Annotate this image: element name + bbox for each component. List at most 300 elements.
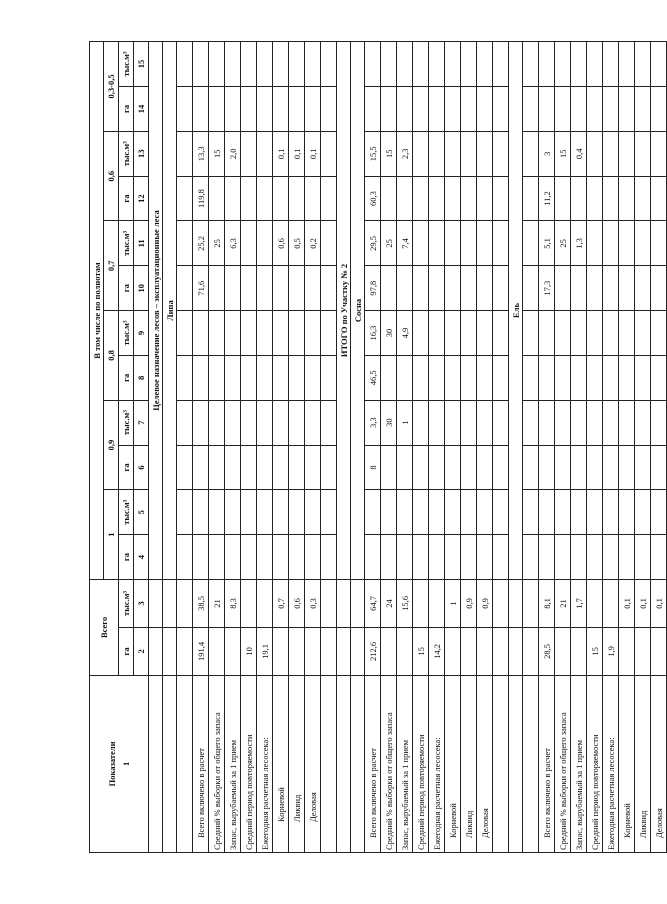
- spacer-row-1: [177, 42, 193, 853]
- table-cell: [429, 355, 445, 400]
- table-cell: [257, 400, 273, 445]
- table-cell: 0,1: [305, 131, 321, 176]
- table-cell: [289, 535, 305, 580]
- empty-cell: [523, 311, 539, 356]
- table-cell: [241, 535, 257, 580]
- empty-cell: [493, 266, 509, 311]
- spacer-row-2: [321, 42, 337, 853]
- table-row-pine-root: [445, 42, 461, 853]
- table-cell: [257, 490, 273, 535]
- table-cell: [651, 221, 667, 266]
- table-cell: [651, 131, 667, 176]
- row-label: Средний % выборки от общего запаса: [381, 675, 397, 852]
- empty-cell: [177, 627, 193, 675]
- table-cell: [571, 400, 587, 445]
- table-cell: [305, 266, 321, 311]
- table-cell: [587, 355, 603, 400]
- empty-cell: [321, 355, 337, 400]
- table-cell: [477, 221, 493, 266]
- table-cell: [289, 42, 305, 87]
- table-cell: [257, 311, 273, 356]
- empty-cell: [321, 221, 337, 266]
- table-cell: 0,7: [273, 579, 289, 627]
- table-cell: [571, 311, 587, 356]
- table-cell: [635, 87, 651, 132]
- table-cell: 0,2: [305, 221, 321, 266]
- empty-cell: [493, 131, 509, 176]
- empty-cell: [523, 42, 539, 87]
- table-cell: [587, 42, 603, 87]
- table-cell: 30: [381, 400, 397, 445]
- table-cell: [445, 87, 461, 132]
- row-label: Ликвид: [635, 675, 651, 852]
- header-col-number: 1: [121, 761, 131, 767]
- table-cell: [209, 176, 225, 221]
- section-total-plot2-label: ИТОГО по Участку № 2: [337, 42, 351, 580]
- table-cell: [571, 176, 587, 221]
- table-cell: [397, 87, 413, 132]
- table-cell: [305, 400, 321, 445]
- table-cell: [555, 311, 571, 356]
- row-label: Корневой: [445, 675, 461, 852]
- table-cell: [539, 445, 555, 490]
- table-cell: [587, 579, 603, 627]
- table-cell: [461, 131, 477, 176]
- table-cell: [603, 579, 619, 627]
- table-row-spruce-avg-pct: [555, 42, 571, 853]
- table-cell: [397, 42, 413, 87]
- table-cell: [429, 400, 445, 445]
- table-cell: [635, 42, 651, 87]
- table-cell: [225, 535, 241, 580]
- empty-cell: [493, 311, 509, 356]
- table-cell: [397, 355, 413, 400]
- table-cell: [603, 311, 619, 356]
- table-cell: [445, 355, 461, 400]
- table-cell: [225, 266, 241, 311]
- table-cell: [365, 490, 381, 535]
- table-cell: 7,4: [397, 221, 413, 266]
- empty-cell: [321, 266, 337, 311]
- row-label: Средний период повторяемости: [587, 675, 603, 852]
- table-cell: 0,6: [289, 579, 305, 627]
- empty-cell: [321, 535, 337, 580]
- table-cell: [429, 579, 445, 627]
- table-cell: [619, 535, 635, 580]
- empty-cell: [149, 579, 163, 627]
- table-cell: [225, 311, 241, 356]
- table-cell: [413, 42, 429, 87]
- table-cell: [461, 445, 477, 490]
- table-cell: [241, 221, 257, 266]
- table-cell: [539, 400, 555, 445]
- empty-cell: [523, 579, 539, 627]
- header-col-number: 5: [134, 490, 149, 535]
- table-cell: [305, 535, 321, 580]
- table-cell: [413, 400, 429, 445]
- empty-cell: [321, 400, 337, 445]
- table-cell: [305, 490, 321, 535]
- table-cell: 0,5: [289, 221, 305, 266]
- table-cell: 0,1: [289, 131, 305, 176]
- table-row-pine-liquid: [461, 42, 477, 853]
- table-cell: [461, 221, 477, 266]
- table-cell: [445, 400, 461, 445]
- table-cell: [413, 266, 429, 311]
- header-unit-volume: тыс.м³: [119, 221, 134, 266]
- table-row-linden-root: [273, 42, 289, 853]
- table-cell: [397, 176, 413, 221]
- header-density-09: 0,9: [104, 400, 119, 490]
- empty-cell: [493, 176, 509, 221]
- header-unit-volume: тыс.м³: [119, 490, 134, 535]
- table-row-pine-stock-cut: [397, 42, 413, 853]
- empty-cell: [523, 221, 539, 266]
- table-cell: [429, 221, 445, 266]
- table-cell: [305, 42, 321, 87]
- table-cell: [273, 445, 289, 490]
- empty-cell: [337, 675, 351, 852]
- table-cell: [209, 311, 225, 356]
- table-cell: [289, 627, 305, 675]
- table-cell: [477, 355, 493, 400]
- row-label: Всего включено в расчет: [539, 675, 555, 852]
- table-cell: [273, 627, 289, 675]
- empty-cell: [149, 627, 163, 675]
- header-unit-ha: га: [119, 266, 134, 311]
- table-cell: [603, 42, 619, 87]
- table-cell: [413, 311, 429, 356]
- table-cell: [289, 445, 305, 490]
- table-cell: [461, 490, 477, 535]
- table-cell: [477, 400, 493, 445]
- empty-cell: [337, 627, 351, 675]
- table-cell: [397, 490, 413, 535]
- header-density-08: 0,8: [104, 311, 119, 401]
- header-unit-volume: тыс.м³: [119, 400, 134, 445]
- header-row-1: [90, 42, 104, 853]
- table-cell: [619, 176, 635, 221]
- table-cell: 17,3: [539, 266, 555, 311]
- row-label: Средний период повторяемости: [413, 675, 429, 852]
- table-cell: 15: [413, 627, 429, 675]
- empty-cell: [523, 266, 539, 311]
- table-cell: [241, 490, 257, 535]
- empty-cell: [523, 445, 539, 490]
- table-cell: [445, 445, 461, 490]
- empty-cell: [321, 87, 337, 132]
- table-cell: [305, 627, 321, 675]
- empty-cell: [509, 627, 523, 675]
- table-cell: [635, 400, 651, 445]
- table-cell: [571, 490, 587, 535]
- table-cell: 28,5: [539, 627, 555, 675]
- table-cell: [365, 42, 381, 87]
- table-cell: [603, 131, 619, 176]
- table-cell: [305, 176, 321, 221]
- table-cell: 0,9: [477, 579, 493, 627]
- table-cell: [555, 176, 571, 221]
- table-cell: [305, 355, 321, 400]
- header-col-number: 7: [134, 400, 149, 445]
- table-cell: 8: [365, 445, 381, 490]
- table-cell: [651, 355, 667, 400]
- table-cell: [381, 42, 397, 87]
- table-cell: 3: [539, 131, 555, 176]
- table-cell: [225, 490, 241, 535]
- table-cell: [193, 490, 209, 535]
- table-cell: 15,5: [365, 131, 381, 176]
- table-cell: [241, 131, 257, 176]
- table-cell: 4,9: [397, 311, 413, 356]
- empty-cell: [523, 355, 539, 400]
- header-unit-ha: га: [119, 87, 134, 132]
- table-cell: 13,3: [193, 131, 209, 176]
- empty-cell: [177, 400, 193, 445]
- table-cell: [477, 311, 493, 356]
- table-cell: [445, 176, 461, 221]
- table-cell: [539, 311, 555, 356]
- table-cell: [651, 42, 667, 87]
- table-cell: [257, 579, 273, 627]
- row-label: Деловая: [651, 675, 667, 852]
- table-cell: [397, 627, 413, 675]
- table-cell: [413, 87, 429, 132]
- table-row-spruce-stock-cut: [571, 42, 587, 853]
- table-cell: [461, 311, 477, 356]
- table-cell: 1: [445, 579, 461, 627]
- table-cell: [225, 400, 241, 445]
- header-density-1: 1: [104, 490, 119, 580]
- empty-cell: [523, 490, 539, 535]
- table-cell: [477, 266, 493, 311]
- row-label: Деловая: [477, 675, 493, 852]
- rotated-table-page: [89, 41, 664, 853]
- table-cell: [651, 490, 667, 535]
- table-cell: [635, 311, 651, 356]
- table-cell: [397, 445, 413, 490]
- table-cell: [603, 490, 619, 535]
- header-col-number: 13: [134, 131, 149, 176]
- table-row-pine-total-calc: [365, 42, 381, 853]
- table-cell: 15: [381, 131, 397, 176]
- table-cell: [603, 445, 619, 490]
- table-row-pine-annual-cut: [429, 42, 445, 853]
- empty-cell: [177, 311, 193, 356]
- table-cell: [539, 490, 555, 535]
- empty-cell: [321, 176, 337, 221]
- header-unit-ha: га: [119, 176, 134, 221]
- table-cell: 64,7: [365, 579, 381, 627]
- table-cell: [273, 176, 289, 221]
- table-row-spruce-liquid: [635, 42, 651, 853]
- table-cell: [651, 87, 667, 132]
- empty-cell: [177, 87, 193, 132]
- table-cell: [381, 490, 397, 535]
- table-cell: [209, 400, 225, 445]
- table-cell: [477, 87, 493, 132]
- table-cell: [635, 131, 651, 176]
- row-label: Ликвид: [461, 675, 477, 852]
- empty-cell: [523, 675, 539, 852]
- table-cell: [209, 87, 225, 132]
- header-col-number: 10: [134, 266, 149, 311]
- table-cell: [445, 535, 461, 580]
- row-label: Ликвид: [289, 675, 305, 852]
- section-spruce: [509, 42, 523, 853]
- table-row-spruce-total-calc: [539, 42, 555, 853]
- table-cell: [619, 42, 635, 87]
- empty-cell: [523, 131, 539, 176]
- table-cell: [209, 266, 225, 311]
- table-cell: [571, 42, 587, 87]
- table-cell: 0,1: [273, 131, 289, 176]
- table-cell: [603, 535, 619, 580]
- table-cell: [461, 87, 477, 132]
- table-cell: [445, 221, 461, 266]
- spacer-row-4: [523, 42, 539, 853]
- table-cell: [289, 355, 305, 400]
- row-label: Ежегодная расчетная лесосека:: [603, 675, 619, 852]
- header-density-03-05: 0,3-0,5: [104, 42, 119, 132]
- table-cell: 1,7: [571, 579, 587, 627]
- table-cell: [241, 266, 257, 311]
- header-col-number: 11: [134, 221, 149, 266]
- table-cell: [555, 627, 571, 675]
- table-cell: [461, 627, 477, 675]
- section-linden: [163, 42, 177, 853]
- table-row-spruce-business: [651, 42, 667, 853]
- table-cell: [555, 400, 571, 445]
- table-row-pine-avg-period: [413, 42, 429, 853]
- header-density-06: 0,6: [104, 131, 119, 221]
- table-cell: [273, 311, 289, 356]
- table-cell: [257, 535, 273, 580]
- table-cell: [257, 87, 273, 132]
- table-cell: 71,6: [193, 266, 209, 311]
- section-purpose: [149, 42, 163, 853]
- table-cell: 30: [381, 311, 397, 356]
- table-cell: [241, 42, 257, 87]
- table-cell: [651, 445, 667, 490]
- table-cell: [461, 355, 477, 400]
- empty-cell: [163, 675, 177, 852]
- empty-cell: [177, 490, 193, 535]
- empty-cell: [177, 445, 193, 490]
- table-cell: [193, 400, 209, 445]
- table-cell: [241, 400, 257, 445]
- empty-cell: [493, 221, 509, 266]
- table-cell: [635, 176, 651, 221]
- empty-cell: [321, 445, 337, 490]
- header-unit-volume: тыс.м³: [119, 42, 134, 87]
- table-cell: 16,3: [365, 311, 381, 356]
- spacer-row-3: [493, 42, 509, 853]
- table-cell: 15: [209, 131, 225, 176]
- table-cell: [381, 627, 397, 675]
- table-cell: [461, 535, 477, 580]
- table-cell: 212,6: [365, 627, 381, 675]
- empty-cell: [493, 87, 509, 132]
- table-cell: [619, 627, 635, 675]
- table-cell: 25,2: [193, 221, 209, 266]
- table-cell: 3,3: [365, 400, 381, 445]
- table-cell: [365, 87, 381, 132]
- row-label: Запас, вырубаемый за 1 прием: [571, 675, 587, 852]
- table-cell: [241, 579, 257, 627]
- table-cell: [209, 355, 225, 400]
- table-cell: 1,3: [571, 221, 587, 266]
- header-col-number: 4: [134, 535, 149, 580]
- table-cell: [273, 535, 289, 580]
- table-cell: [397, 266, 413, 311]
- table-cell: [619, 355, 635, 400]
- empty-cell: [351, 579, 365, 627]
- table-cell: [305, 445, 321, 490]
- table-cell: [587, 445, 603, 490]
- empty-cell: [177, 42, 193, 87]
- table-cell: 2,0: [225, 131, 241, 176]
- table-cell: [619, 445, 635, 490]
- table-cell: 0,3: [305, 579, 321, 627]
- table-cell: [619, 400, 635, 445]
- empty-cell: [321, 42, 337, 87]
- table-cell: [209, 445, 225, 490]
- table-cell: [571, 445, 587, 490]
- table-cell: [257, 42, 273, 87]
- table-cell: 2,3: [397, 131, 413, 176]
- table-cell: [193, 87, 209, 132]
- table-cell: [555, 490, 571, 535]
- table-row-linden-total-calc: [193, 42, 209, 853]
- table-cell: 0,1: [651, 579, 667, 627]
- table-cell: [413, 355, 429, 400]
- table-cell: [381, 535, 397, 580]
- table-row-linden-stock-cut: [225, 42, 241, 853]
- table-cell: [209, 490, 225, 535]
- table-cell: [619, 131, 635, 176]
- table-cell: [273, 42, 289, 87]
- table-cell: [289, 400, 305, 445]
- table-cell: [445, 42, 461, 87]
- table-cell: [587, 535, 603, 580]
- table-cell: [429, 445, 445, 490]
- section-total-plot2: [337, 42, 351, 853]
- table-cell: [651, 311, 667, 356]
- empty-cell: [351, 675, 365, 852]
- table-cell: [619, 87, 635, 132]
- row-label: Средний % выборки от общего запаса: [555, 675, 571, 852]
- header-unit-volume: тыс.м³: [119, 311, 134, 356]
- table-cell: 15: [555, 131, 571, 176]
- empty-cell: [493, 579, 509, 627]
- table-cell: [477, 490, 493, 535]
- table-cell: [381, 266, 397, 311]
- table-cell: [413, 131, 429, 176]
- table-cell: 8,1: [539, 579, 555, 627]
- empty-cell: [523, 627, 539, 675]
- header-col-number: 8: [134, 355, 149, 400]
- empty-cell: [523, 176, 539, 221]
- empty-cell: [321, 675, 337, 852]
- empty-cell: [177, 535, 193, 580]
- empty-cell: [177, 131, 193, 176]
- table-cell: 6,3: [225, 221, 241, 266]
- table-cell: 0,6: [273, 221, 289, 266]
- table-cell: [555, 87, 571, 132]
- table-cell: [635, 490, 651, 535]
- table-cell: [539, 355, 555, 400]
